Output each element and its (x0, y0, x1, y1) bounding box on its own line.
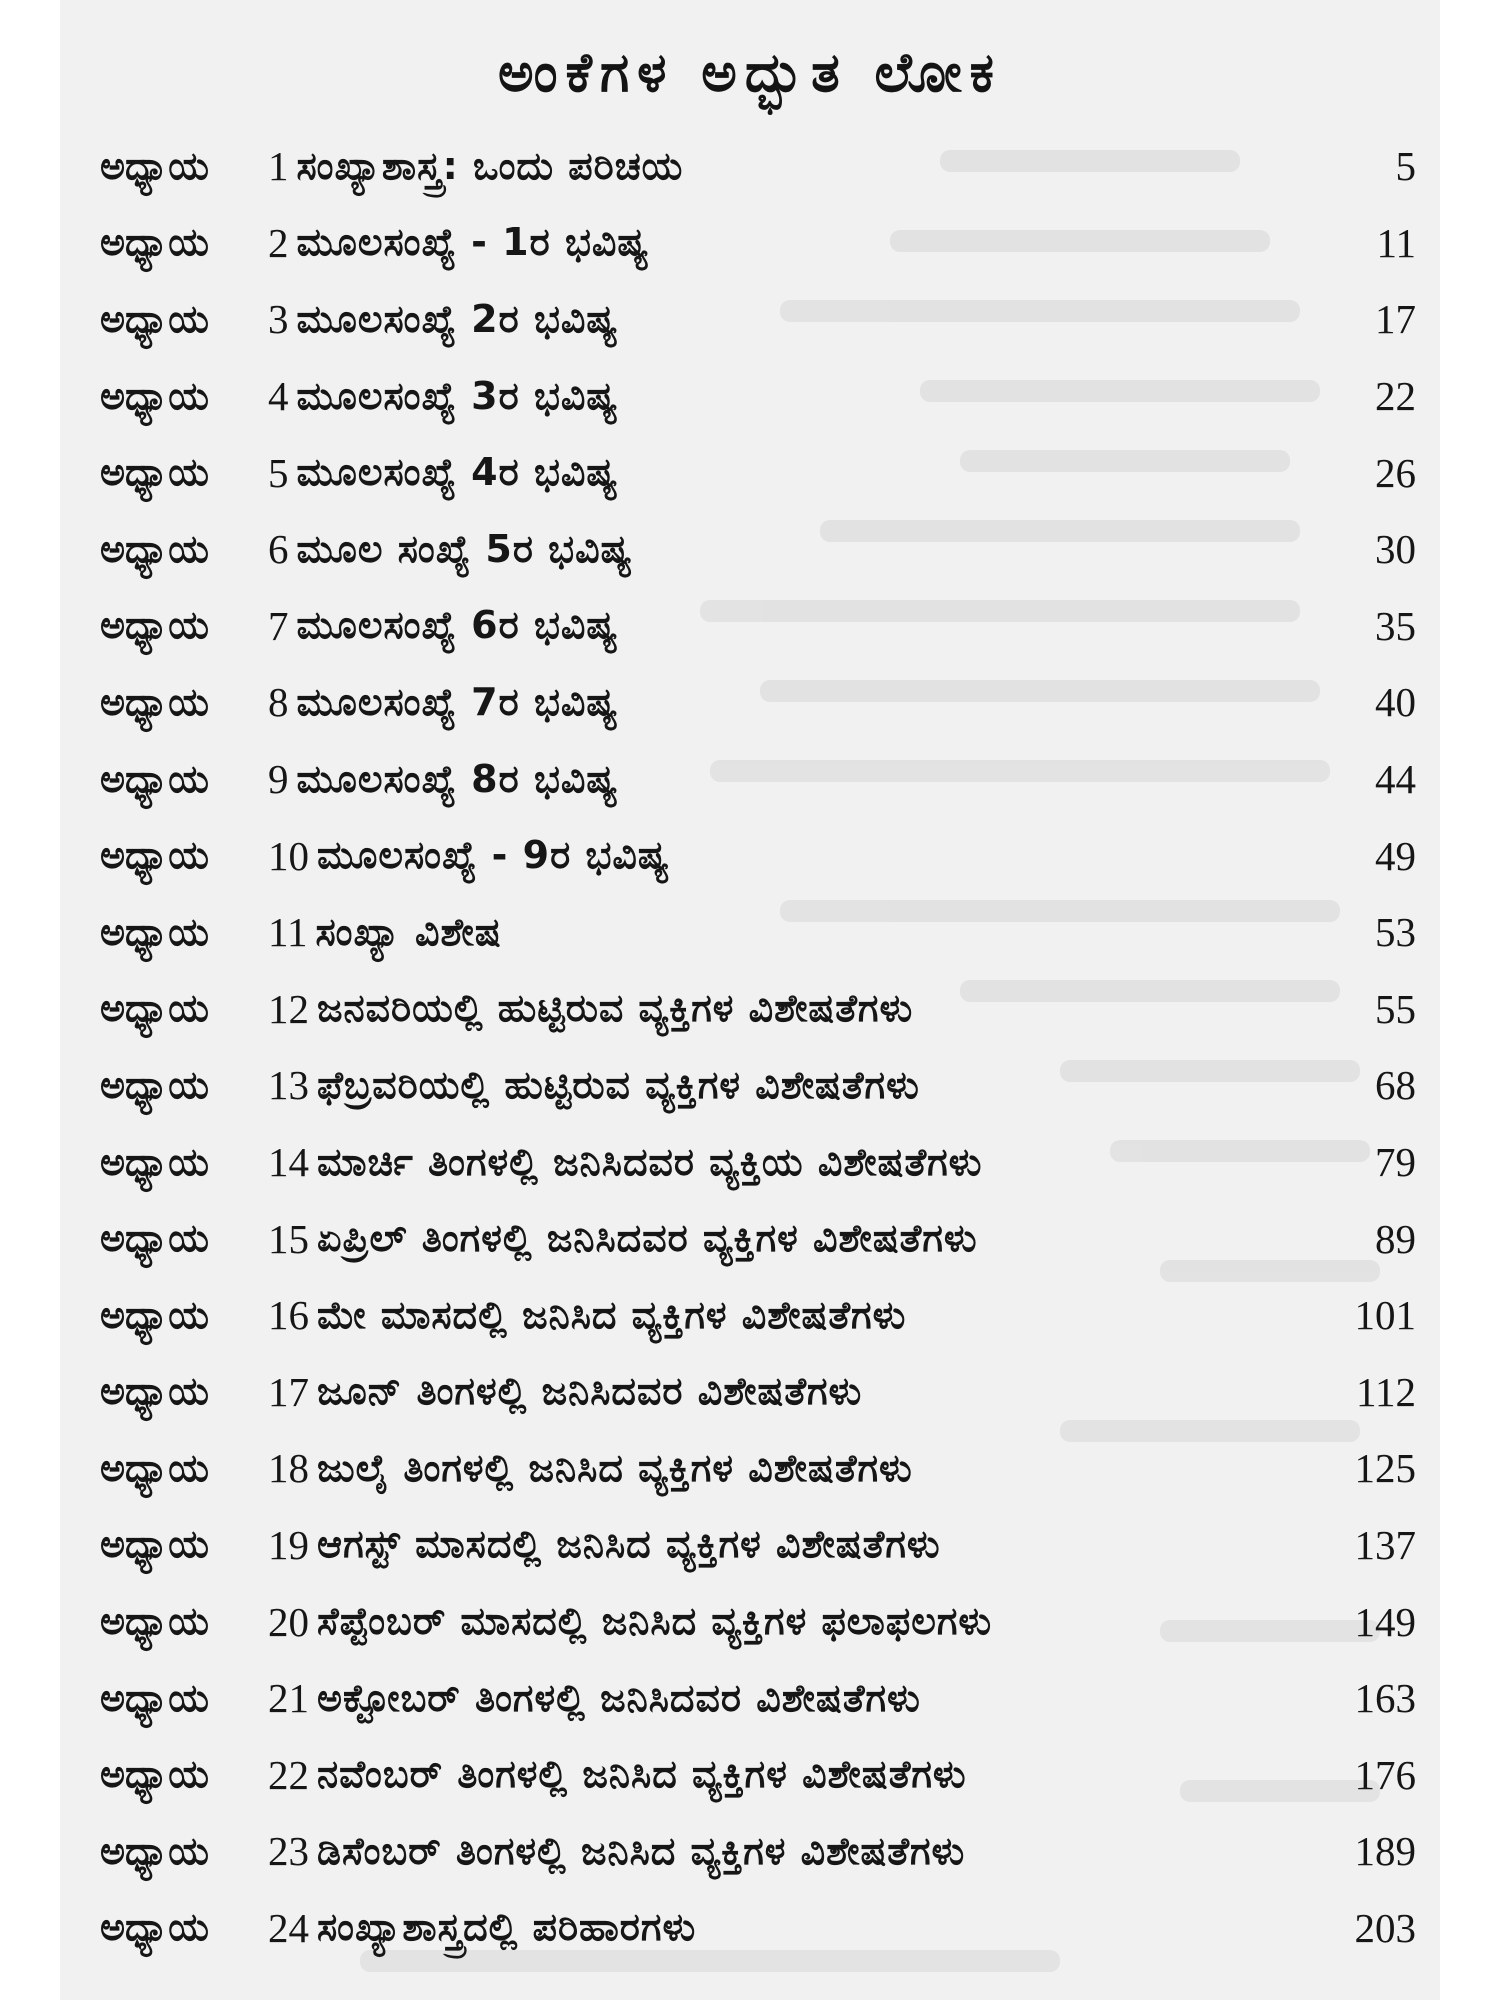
chapter-number: 2 (268, 219, 289, 266)
page-number: 137 (1354, 1521, 1416, 1568)
chapter-number: 9 (268, 756, 289, 803)
chapter-title: ಏಪ್ರಿಲ್ ತಿಂಗಳಲ್ಲಿ ಜನಿಸಿದವರ ವ್ಯಕ್ತಿಗಳ ವಿಶೇಷತೆಗಳು (317, 1216, 978, 1261)
chapter-number: 3 (268, 296, 289, 343)
chapter-title: ಮೂಲಸಂಖ್ಯೆ 8ರ ಭವಿಷ್ಯ (296, 756, 619, 801)
chapter-title: ಮೂಲಸಂಖ್ಯೆ 4ರ ಭವಿಷ್ಯ (296, 450, 619, 495)
chapter-word: ಅಧ್ಯಾಯ (100, 1369, 209, 1414)
chapter-word: ಅಧ್ಯಾಯ (100, 526, 209, 571)
chapter-number: 16 (268, 1292, 309, 1339)
toc-entry (100, 358, 1440, 435)
chapter-title: ಆಗಸ್ಟ್ ಮಾಸದಲ್ಲಿ ಜನಿಸಿದ ವ್ಯಕ್ತಿಗಳ ವಿಶೇಷತೆಗಳು (317, 1522, 941, 1567)
chapter-title: ಅಕ್ಟೋಬರ್ ತಿಂಗಳಲ್ಲಿ ಜನಿಸಿದವರ ವಿಶೇಷತೆಗಳು (317, 1675, 921, 1720)
chapter-number: 5 (268, 449, 289, 496)
chapter-word: ಅಧ್ಯಾಯ (100, 1675, 209, 1720)
chapter-word: ಅಧ್ಯಾಯ (100, 1292, 209, 1337)
chapter-word: ಅಧ್ಯಾಯ (100, 1216, 209, 1261)
chapter-number: 12 (268, 985, 309, 1032)
chapter-title: ಜನವರಿಯಲ್ಲಿ ಹುಟ್ಟಿರುವ ವ್ಯಕ್ತಿಗಳ ವಿಶೇಷತೆಗಳು (317, 986, 914, 1031)
chapter-title: ಮೂಲಸಂಖ್ಯೆ 2ರ ಭವಿಷ್ಯ (296, 296, 619, 341)
chapter-title: ಮೇ ಮಾಸದಲ್ಲಿ ಜನಿಸಿದ ವ್ಯಕ್ತಿಗಳ ವಿಶೇಷತೆಗಳು (317, 1292, 907, 1337)
chapter-number: 4 (268, 373, 289, 420)
toc-entry (100, 511, 1440, 588)
chapter-title: ಫೆಬ್ರವರಿಯಲ್ಲಿ ಹುಟ್ಟಿರುವ ವ್ಯಕ್ತಿಗಳ ವಿಶೇಷತೆಗಳು (317, 1062, 920, 1107)
chapter-word: ಅಧ್ಯಾಯ (100, 909, 209, 954)
page-number: 55 (1375, 985, 1416, 1032)
page-number: 11 (1376, 219, 1416, 266)
chapter-title: ಮೂಲಸಂಖ್ಯೆ - 1ರ ಭವಿಷ್ಯ (296, 220, 650, 265)
page-number: 44 (1375, 756, 1416, 803)
chapter-title: ಜೂನ್ ತಿಂಗಳಲ್ಲಿ ಜನಿಸಿದವರ ವಿಶೇಷತೆಗಳು (317, 1369, 863, 1414)
chapter-title: ಡಿಸೆಂಬರ್ ತಿಂಗಳಲ್ಲಿ ಜನಿಸಿದ ವ್ಯಕ್ತಿಗಳ ವಿಶೇಷತೆಗಳು (317, 1828, 966, 1873)
page-number: 163 (1354, 1675, 1416, 1722)
chapter-number: 20 (268, 1598, 309, 1645)
page-number: 112 (1356, 1368, 1416, 1415)
chapter-title: ಸಂಖ್ಯಾಶಾಸ್ತ್ರ: ಒಂದು ಪರಿಚಯ (296, 143, 684, 188)
chapter-title: ಸಂಖ್ಯಾ ವಿಶೇಷ (315, 909, 502, 954)
toc-entry (100, 1047, 1440, 1124)
toc-entry (100, 588, 1440, 665)
chapter-word: ಅಧ್ಯಾಯ (100, 1752, 209, 1797)
chapter-word: ಅಧ್ಯಾಯ (100, 1522, 209, 1567)
chapter-word: ಅಧ್ಯಾಯ (100, 1062, 209, 1107)
toc-entry (100, 434, 1440, 511)
page-number: 35 (1375, 602, 1416, 649)
chapter-word: ಅಧ್ಯಾಯ (100, 1139, 209, 1184)
chapter-word: ಅಧ್ಯಾಯ (100, 603, 209, 648)
chapter-number: 6 (268, 526, 289, 573)
chapter-number: 1 (268, 143, 289, 190)
page-number: 22 (1375, 373, 1416, 420)
toc-entry (100, 741, 1440, 818)
page-number: 49 (1375, 832, 1416, 879)
toc-entry (100, 1277, 1440, 1354)
toc-entry (100, 205, 1440, 282)
table-of-contents (100, 128, 1440, 1966)
chapter-number: 24 (268, 1904, 309, 1951)
chapter-word: ಅಧ್ಯಾಯ (100, 296, 209, 341)
page-number: 40 (1375, 679, 1416, 726)
chapter-number: 15 (268, 1215, 309, 1262)
toc-entry (100, 1583, 1440, 1660)
toc-entry (100, 1890, 1440, 1967)
chapter-word: ಅಧ್ಯಾಯ (100, 1828, 209, 1873)
page-number: 89 (1375, 1215, 1416, 1262)
toc-entry (100, 1813, 1440, 1890)
chapter-number: 19 (268, 1521, 309, 1568)
chapter-word: ಅಧ್ಯಾಯ (100, 679, 209, 724)
chapter-word: ಅಧ್ಯಾಯ (100, 756, 209, 801)
chapter-number: 18 (268, 1445, 309, 1492)
chapter-title: ಜುಲೈ ತಿಂಗಳಲ್ಲಿ ಜನಿಸಿದ ವ್ಯಕ್ತಿಗಳ ವಿಶೇಷತೆಗಳು (317, 1445, 913, 1490)
page-number: 26 (1375, 449, 1416, 496)
chapter-word: ಅಧ್ಯಾಯ (100, 833, 209, 878)
chapter-word: ಅಧ್ಯಾಯ (100, 143, 209, 188)
chapter-number: 21 (268, 1675, 309, 1722)
book-page (60, 0, 1440, 2000)
page-number: 176 (1354, 1751, 1416, 1798)
chapter-word: ಅಧ್ಯಾಯ (100, 1905, 209, 1950)
toc-entry (100, 1660, 1440, 1737)
toc-entry (100, 1354, 1440, 1431)
toc-entry (100, 894, 1440, 971)
page-number: 79 (1375, 1139, 1416, 1186)
chapter-word: ಅಧ್ಯಾಯ (100, 986, 209, 1031)
toc-entry (100, 664, 1440, 741)
toc-entry (100, 1736, 1440, 1813)
page-title: ಅಂಕೆಗಳ ಅದ್ಭುತ ಲೋಕ (498, 41, 1002, 104)
chapter-title: ಮೂಲಸಂಖ್ಯೆ 7ರ ಭವಿಷ್ಯ (296, 679, 619, 724)
chapter-title: ಸಂಖ್ಯಾಶಾಸ್ತ್ರದಲ್ಲಿ ಪರಿಹಾರಗಳು (317, 1905, 697, 1950)
page-number: 189 (1354, 1828, 1416, 1875)
chapter-number: 8 (268, 679, 289, 726)
chapter-word: ಅಧ್ಯಾಯ (100, 373, 209, 418)
chapter-number: 14 (268, 1139, 309, 1186)
page-number: 17 (1375, 296, 1416, 343)
chapter-number: 13 (268, 1062, 309, 1109)
chapter-number: 11 (268, 909, 308, 956)
chapter-title: ಮಾರ್ಚಿ ತಿಂಗಳಲ್ಲಿ ಜನಿಸಿದವರ ವ್ಯಕ್ತಿಯ ವಿಶೇಷತೆಗಳು (317, 1139, 983, 1184)
chapter-title: ಮೂಲಸಂಖ್ಯೆ 6ರ ಭವಿಷ್ಯ (296, 603, 619, 648)
chapter-number: 23 (268, 1828, 309, 1875)
chapter-word: ಅಧ್ಯಾಯ (100, 1445, 209, 1490)
toc-entry (100, 1507, 1440, 1584)
toc-entry (100, 971, 1440, 1048)
toc-entry (100, 817, 1440, 894)
chapter-number: 17 (268, 1368, 309, 1415)
chapter-title: ಮೂಲಸಂಖ್ಯೆ - 9ರ ಭವಿಷ್ಯ (317, 833, 670, 878)
chapter-number: 7 (268, 602, 289, 649)
page-number: 68 (1375, 1062, 1416, 1109)
page-number: 149 (1354, 1598, 1416, 1645)
toc-entry (100, 1200, 1440, 1277)
toc-entry (100, 1430, 1440, 1507)
page-number: 53 (1375, 909, 1416, 956)
chapter-title: ಮೂಲ ಸಂಖ್ಯೆ 5ರ ಭವಿಷ್ಯ (296, 526, 633, 571)
page-number: 101 (1354, 1292, 1416, 1339)
page-number: 203 (1354, 1904, 1416, 1951)
toc-entry (100, 1124, 1440, 1201)
toc-entry (100, 281, 1440, 358)
chapter-word: ಅಧ್ಯಾಯ (100, 220, 209, 265)
chapter-number: 10 (268, 832, 309, 879)
page-number: 5 (1395, 143, 1416, 190)
chapter-word: ಅಧ್ಯಾಯ (100, 450, 209, 495)
chapter-title: ನವೆಂಬರ್ ತಿಂಗಳಲ್ಲಿ ಜನಿಸಿದ ವ್ಯಕ್ತಿಗಳ ವಿಶೇಷತೆಗಳು (317, 1752, 967, 1797)
page-number: 30 (1375, 526, 1416, 573)
chapter-word: ಅಧ್ಯಾಯ (100, 1599, 209, 1644)
chapter-title: ಮೂಲಸಂಖ್ಯೆ 3ರ ಭವಿಷ್ಯ (296, 373, 619, 418)
toc-entry (100, 128, 1440, 205)
chapter-number: 22 (268, 1751, 309, 1798)
chapter-title: ಸೆಪ್ಟೆಂಬರ್ ಮಾಸದಲ್ಲಿ ಜನಿಸಿದ ವ್ಯಕ್ತಿಗಳ ಫಲಾಫಲಗಳು (317, 1599, 993, 1644)
page-number: 125 (1354, 1445, 1416, 1492)
